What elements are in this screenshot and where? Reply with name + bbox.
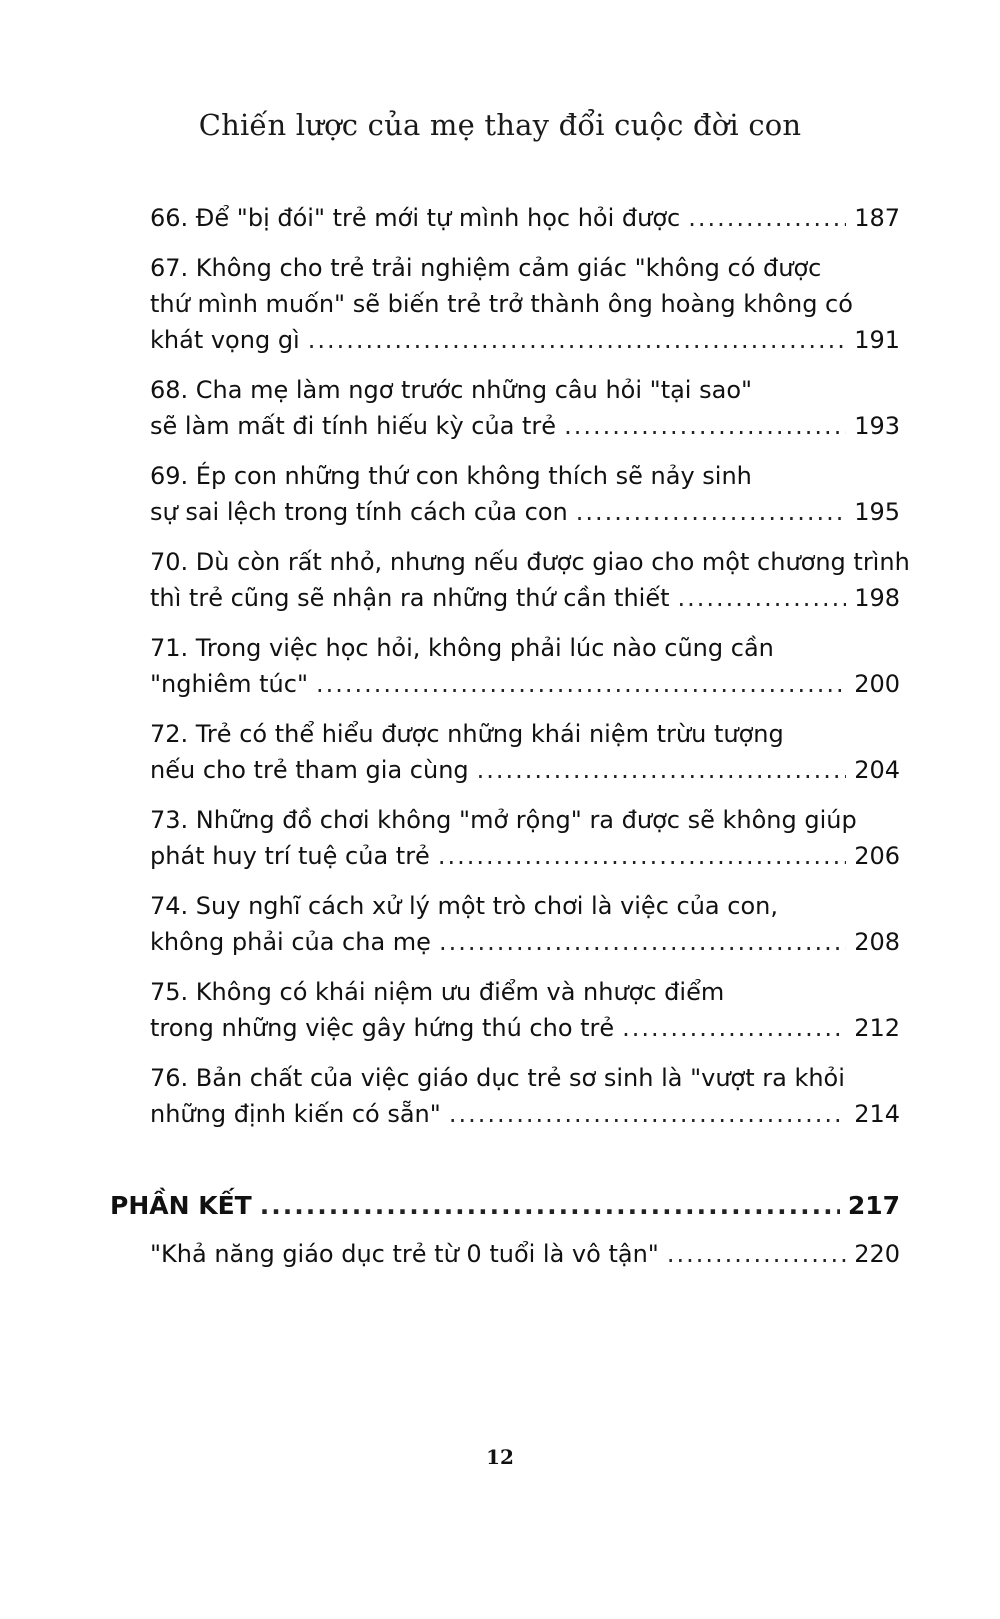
toc-entry-text: 74. Suy nghĩ cách xử lý một trò chơi là việc của con, bbox=[150, 892, 778, 920]
dot-leader bbox=[316, 666, 846, 702]
toc-entry bbox=[150, 802, 900, 874]
toc-entry-line bbox=[150, 322, 900, 358]
toc-entry bbox=[150, 1236, 900, 1272]
toc-entry-line bbox=[150, 200, 900, 236]
dot-leader bbox=[449, 1096, 846, 1132]
toc-entry-text: sự sai lệch trong tính cách của con bbox=[150, 498, 568, 526]
dot-leader bbox=[260, 1188, 840, 1224]
toc-page-number: 208 bbox=[854, 928, 900, 956]
toc-entry-text: phát huy trí tuệ của trẻ bbox=[150, 842, 430, 870]
toc-section-epilogue bbox=[110, 1188, 900, 1272]
toc-page-number: 212 bbox=[854, 1014, 900, 1042]
toc-entry-text: 72. Trẻ có thể hiểu được những khái niệm trừu tượng bbox=[150, 720, 784, 748]
toc-entry-text: 75. Không có khái niệm ưu điểm và nhược điểm bbox=[150, 978, 725, 1006]
toc-entry-line bbox=[150, 408, 900, 444]
toc-page-number: 191 bbox=[854, 326, 900, 354]
dot-leader bbox=[308, 322, 846, 358]
dot-leader bbox=[678, 580, 847, 616]
toc-entry bbox=[150, 250, 900, 358]
section-title: PHẦN KẾT bbox=[110, 1191, 252, 1220]
toc-entry-text: trong những việc gây hứng thú cho trẻ bbox=[150, 1014, 615, 1042]
toc-entry-text: "Khả năng giáo dục trẻ từ 0 tuổi là vô tận" bbox=[150, 1240, 659, 1268]
toc-entry-line bbox=[150, 666, 900, 702]
dot-leader bbox=[439, 924, 846, 960]
toc-entry-text: sẽ làm mất đi tính hiếu kỳ của trẻ bbox=[150, 412, 557, 440]
toc-entry-text: 68. Cha mẹ làm ngơ trước những câu hỏi "tại sao" bbox=[150, 376, 753, 404]
toc-entry-line bbox=[150, 494, 900, 530]
toc-page-number: 220 bbox=[854, 1240, 900, 1268]
table-of-contents bbox=[110, 200, 910, 1286]
toc-entry-line bbox=[150, 1096, 900, 1132]
toc-page-number: 198 bbox=[854, 584, 900, 612]
toc-entry-text: những định kiến có sẵn" bbox=[150, 1100, 441, 1128]
toc-entry-text: 67. Không cho trẻ trải nghiệm cảm giác "không có được bbox=[150, 254, 822, 282]
toc-entry bbox=[150, 544, 910, 616]
toc-entry bbox=[150, 716, 900, 788]
dot-leader bbox=[688, 200, 846, 236]
toc-entry-text: 73. Những đồ chơi không "mở rộng" ra được sẽ không giúp bbox=[150, 806, 857, 834]
dot-leader bbox=[622, 1010, 846, 1046]
toc-page-number: 193 bbox=[854, 412, 900, 440]
dot-leader bbox=[477, 752, 847, 788]
dot-leader bbox=[438, 838, 846, 874]
toc-entry-text: nếu cho trẻ tham gia cùng bbox=[150, 756, 469, 784]
toc-entry bbox=[150, 888, 900, 960]
toc-page-number: 187 bbox=[854, 204, 900, 232]
toc-entry-text: "nghiêm túc" bbox=[150, 670, 308, 698]
running-head: Chiến lược của mẹ thay đổi cuộc đời con bbox=[198, 108, 802, 142]
toc-entry-text: 76. Bản chất của việc giáo dục trẻ sơ sinh là "vượt ra khỏi bbox=[150, 1064, 845, 1092]
toc-entry-line bbox=[150, 924, 900, 960]
toc-entry bbox=[150, 1060, 900, 1132]
toc-page-number: 206 bbox=[854, 842, 900, 870]
page-number-footer: 12 bbox=[486, 1445, 514, 1469]
toc-entry-line bbox=[150, 838, 900, 874]
toc-entry-text: 71. Trong việc học hỏi, không phải lúc nào cũng cần bbox=[150, 634, 774, 662]
toc-entry bbox=[150, 372, 900, 444]
section-page-number: 217 bbox=[847, 1191, 900, 1220]
dot-leader bbox=[564, 408, 846, 444]
toc-entries bbox=[110, 200, 910, 1132]
toc-entry-text: khát vọng gì bbox=[150, 326, 300, 354]
dot-leader bbox=[667, 1236, 846, 1272]
toc-page-number: 200 bbox=[854, 670, 900, 698]
toc-entry-text: 69. Ép con những thứ con không thích sẽ nảy sinh bbox=[150, 462, 752, 490]
toc-entry-line bbox=[150, 580, 900, 616]
section-heading-row bbox=[110, 1188, 900, 1224]
toc-entry-text: thì trẻ cũng sẽ nhận ra những thứ cần thiết bbox=[150, 584, 670, 612]
toc-entry bbox=[150, 200, 900, 236]
toc-entry-text: 66. Để "bị đói" trẻ mới tự mình học hỏi được bbox=[150, 204, 681, 232]
toc-page-number: 195 bbox=[854, 498, 900, 526]
toc-entry bbox=[150, 974, 900, 1046]
toc-entry-text: không phải của cha mẹ bbox=[150, 928, 431, 956]
toc-entry bbox=[150, 458, 900, 530]
toc-entry-text: 70. Dù còn rất nhỏ, nhưng nếu được giao cho một chương trình bbox=[150, 548, 910, 576]
toc-page-number: 204 bbox=[854, 756, 900, 784]
toc-entry-line bbox=[150, 1236, 900, 1272]
dot-leader bbox=[576, 494, 846, 530]
toc-entry bbox=[150, 630, 900, 702]
toc-entry-line bbox=[150, 752, 900, 788]
toc-page-number: 214 bbox=[854, 1100, 900, 1128]
toc-entry-line bbox=[150, 1010, 900, 1046]
toc-entry-text: thứ mình muốn" sẽ biến trẻ trở thành ông hoàng không có bbox=[150, 290, 853, 318]
